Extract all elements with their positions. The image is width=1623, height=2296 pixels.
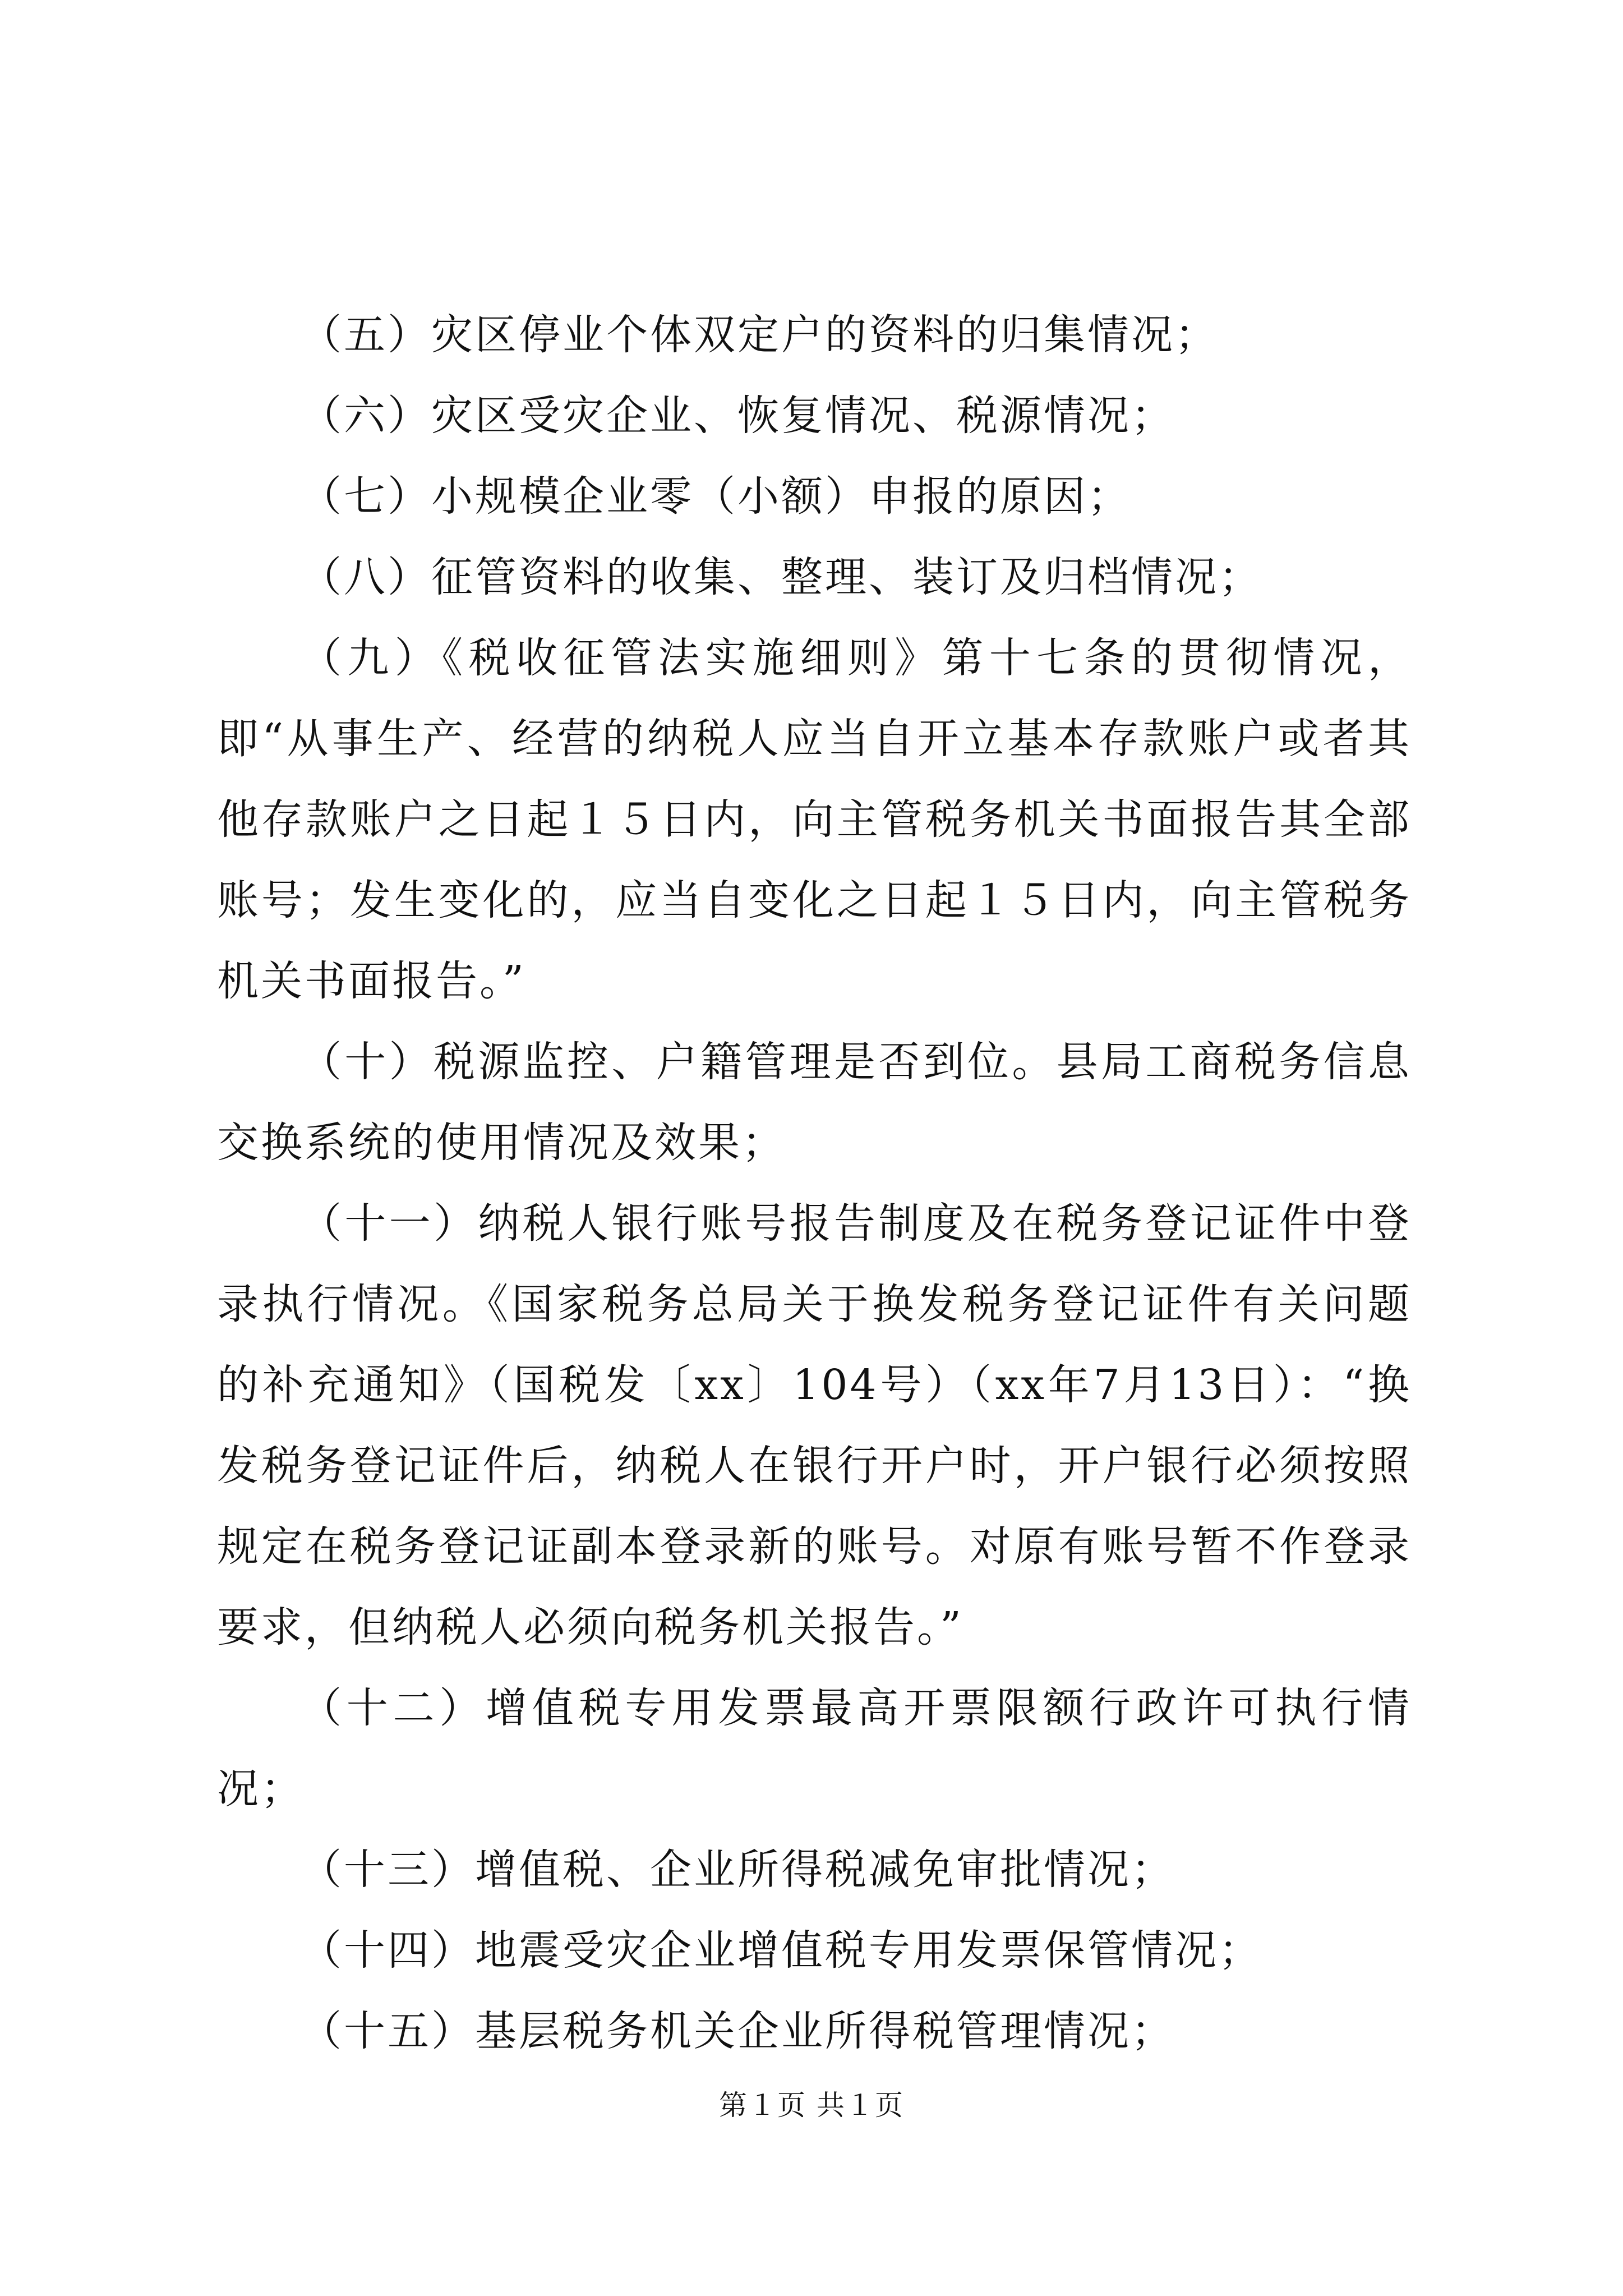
paragraph-item-7: （七）小规模企业零（小额）申报的原因；: [300, 472, 1131, 521]
page-footer: [0, 2086, 1623, 2125]
paragraph-item-12: （十二）增值税专用发票最高开票限额行政许可执行情况；: [217, 1684, 1412, 1813]
paragraph-item-10: （十）税源监控、户籍管理是否到位。县局工商税务信息交换系统的使用情况及效果；: [217, 1038, 1412, 1167]
document-body: [217, 295, 1412, 2072]
paragraph-item-15: （十五）基层税务机关企业所得税管理情况；: [300, 2007, 1175, 2055]
paragraph-item-5: （五）灾区停业个体双定户的资料的归集情况；: [300, 311, 1219, 359]
paragraph-item-13: （十三）增值税、企业所得税减免审批情况；: [300, 1846, 1175, 1894]
paragraph-item-6: （六）灾区受灾企业、恢复情况、税源情况；: [300, 392, 1175, 440]
page-number-label: 第１页 共１页: [719, 2089, 904, 2122]
paragraph-item-8: （八）征管资料的收集、整理、装订及归档情况；: [300, 553, 1262, 601]
paragraph-item-9: （九）《税收征管法实施细则》第十七条的贯彻情况，即“从事生产、经营的纳税人应当自开立基本存款账户或者其他存款账户之日起１５日内，向主管税务机关书面报告其全部账号；发生变化的，应当自变化之日起１５日内，向主管税务机关书面报告。”: [217, 634, 1412, 1005]
paragraph-item-11: （十一）纳税人银行账号报告制度及在税务登记证件中登录执行情况。《国家税务总局关于换发税务登记证件有关问题的补充通知》（国税发〔xx〕104号）（xx年7月13日）：“换发税务登记证件后，纳税人在银行开户时，开户银行必须按照规定在税务登记证副本登录新的账号。对原有账号暂不作登录要求，但纳税人必须向税务机关报告。”: [217, 1199, 1412, 1651]
paragraph-item-14: （十四）地震受灾企业增值税专用发票保管情况；: [300, 1926, 1262, 1975]
